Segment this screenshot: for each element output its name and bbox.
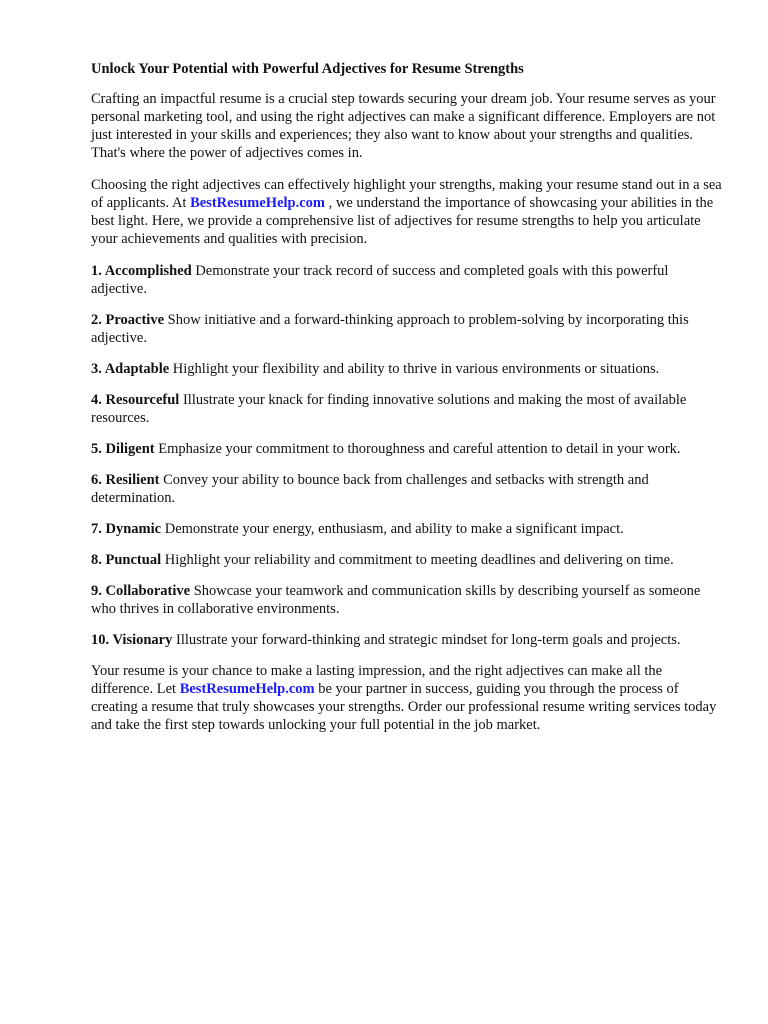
- adjective-description: Illustrate your forward-thinking and strategic mindset for long-term goals and projects.: [172, 632, 681, 648]
- list-item: [91, 631, 725, 649]
- adjective-term: 8. Punctual: [91, 552, 162, 568]
- adjective-term: 10. Visionary: [91, 632, 173, 648]
- bestresumehelp-link[interactable]: BestResumeHelp.com: [179, 681, 315, 697]
- intro-paragraph-2: [91, 176, 725, 248]
- list-item: [91, 520, 725, 538]
- adjective-term: 9. Collaborative: [91, 583, 191, 599]
- adjective-term: 2. Proactive: [91, 312, 165, 328]
- list-item: [91, 311, 725, 347]
- list-item: [91, 440, 725, 458]
- list-item: [91, 360, 725, 378]
- adjective-term: 4. Resourceful: [91, 392, 180, 408]
- list-item: [91, 391, 725, 427]
- closing-paragraph-text-before: Your resume is your chance to make a lasting impression, and the right adjectives can make all the difference. Let: [91, 663, 663, 697]
- adjective-description: Demonstrate your energy, enthusiasm, and ability to make a significant impact.: [161, 521, 624, 537]
- adjective-description: Demonstrate your track record of success and completed goals with this powerful adjective.: [91, 263, 669, 297]
- adjective-description: Showcase your teamwork and communication skills by describing yourself as someone who thrives in collaborative environments.: [91, 583, 701, 617]
- adjective-description: Show initiative and a forward-thinking approach to problem-solving by incorporating this adjective.: [91, 312, 689, 346]
- list-item: [91, 582, 725, 618]
- list-item: [91, 551, 725, 569]
- adjective-description: Illustrate your knack for finding innovative solutions and making the most of available resources.: [91, 392, 687, 426]
- adjective-term: 6. Resilient: [91, 472, 160, 488]
- adjective-description: Highlight your reliability and commitment to meeting deadlines and delivering on time.: [161, 552, 674, 568]
- adjective-term: 1. Accomplished: [91, 263, 192, 279]
- adjective-term: 5. Diligent: [91, 441, 155, 457]
- closing-paragraph-text-after: be your partner in success, guiding you through the process of creating a resume that truly showcases your strengths. Order our professional resume writing services today and take the first step towards unlocking your full potential in the job market.: [91, 681, 717, 733]
- adjective-description: Convey your ability to bounce back from challenges and setbacks with strength and determination.: [91, 472, 649, 506]
- list-item: [91, 262, 725, 298]
- document-title: Unlock Your Potential with Powerful Adjectives for Resume Strengths: [91, 61, 524, 77]
- intro-paragraph-1: Crafting an impactful resume is a crucial step towards securing your dream job. Your resume serves as your personal marketing tool, and using the right adjectives can make a significant difference. Employers are not just interested in your skills and experiences; they also want to know about your strengths and qualities. That's where the power of adjectives comes in.: [91, 91, 716, 161]
- adjective-description: Emphasize your commitment to thoroughness and careful attention to detail in your work.: [154, 441, 681, 457]
- adjective-description: Highlight your flexibility and ability to thrive in various environments or situations.: [169, 361, 660, 377]
- closing-paragraph: [91, 662, 725, 734]
- bestresumehelp-link[interactable]: BestResumeHelp.com: [190, 195, 325, 211]
- adjective-term: 7. Dynamic: [91, 521, 162, 537]
- intro-paragraph-2-text-after: , we understand the importance of showcasing your abilities in the best light. Here, we provide a comprehensive list of adjectives for resume strengths to help you articulate your achievements and qualities with precision.: [91, 195, 714, 247]
- list-item: [91, 471, 725, 507]
- intro-paragraph-2-text-before: Choosing the right adjectives can effectively highlight your strengths, making your resume stand out in a sea of applicants. At: [91, 177, 722, 211]
- adjective-list: [91, 262, 722, 649]
- adjective-term: 3. Adaptable: [91, 361, 170, 377]
